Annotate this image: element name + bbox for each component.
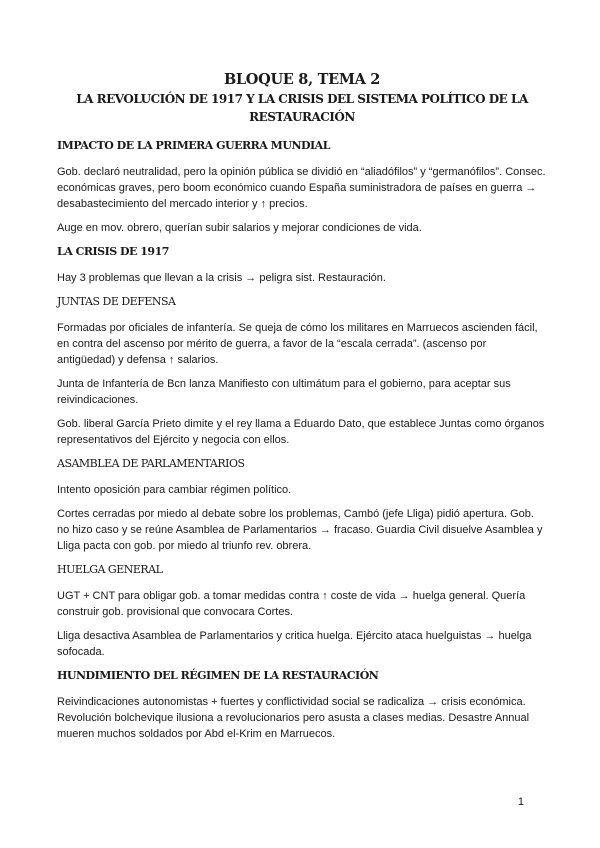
document-title: BLOQUE 8, TEMA 2 [223,71,381,88]
section-heading-impacto: IMPACTO DE LA PRIMERA GUERRA MUNDIAL [57,139,330,152]
section-paragraph: UGT + CNT para obligar gob. a tomar medidas contra ↑ coste de vida → huelga general. Quería construir gob. provisional que convocara Cortes. [57,590,526,618]
section-paragraph: Formadas por oficiales de infantería. Se queja de cómo los militares en Marruecos ascienden fácil, en contra del ascenso por mérito de guerra, a favor de la “escala cerrada”. (ascenso por antigüedad) y defensa ↑ salarios. [57,322,538,366]
section-paragraph: Junta de Infantería de Bcn lanza Manifiesto con ultimátum para el gobierno, para aceptar sus reivindicaciones. [57,378,511,406]
section-paragraph: Lliga desactiva Asamblea de Parlamentarios y critica huelga. Ejército ataca huelguistas → huelga sofocada. [57,630,532,658]
section-heading-crisis-1917: LA CRISIS DE 1917 [57,245,169,258]
section-paragraph: Cortes cerradas por miedo al debate sobre los problemas, Cambó (jefe Lliga) pidió apertura. Gob. no hizo caso y se reúne Asamblea de Parlamentarios → fracaso. Guardia Civil disuelve Asamblea y Lliga pacta con gob. por miedo al triunfo rev. obrera. [57,508,543,552]
section-paragraph: Gob. liberal García Prieto dimite y el rey llama a Eduardo Dato, que establece Juntas como órganos representativos del Ejército y negocia con ellos. [57,418,545,446]
section-paragraph: Gob. declaró neutralidad, pero la opinión pública se dividió en “aliadófilos” y “germanófilos”. Consec. económicas graves, pero boom económico cuando España suministradora de países en guerra → desabastecimiento del mercado interior y ↑ precios. [57,166,546,210]
document-subtitle: LA REVOLUCIÓN DE 1917 Y LA CRISIS DEL SISTEMA POLÍTICO DE LA RESTAURACIÓN [76,92,528,124]
section-paragraph: Intento oposición para cambiar régimen político. [57,484,292,496]
section-heading-huelga-general: HUELGA GENERAL [57,563,163,576]
document-page [57,70,547,750]
section-heading-hundimiento: HUNDIMIENTO DEL RÉGIMEN DE LA RESTAURACIÓN [57,669,379,682]
section-heading-juntas-defensa: JUNTAS DE DEFENSA [57,295,176,308]
page-number: 1 [517,796,524,808]
section-paragraph: Auge en mov. obrero, querían subir salarios y mejorar condiciones de vida. [57,222,422,234]
section-heading-asamblea: ASAMBLEA DE PARLAMENTARIOS [57,457,245,470]
section-paragraph: Hay 3 problemas que llevan a la crisis → peligra sist. Restauración. [57,272,386,284]
section-paragraph: Reivindicaciones autonomistas + fuertes y conflictividad social se radicaliza → crisis económica. Revolución bolchevique ilusiona a revolucionarios pero asusta a clases medias. Desastre Annual mueren muchos soldados por Abd el-Krim en Marruecos. [57,696,530,740]
